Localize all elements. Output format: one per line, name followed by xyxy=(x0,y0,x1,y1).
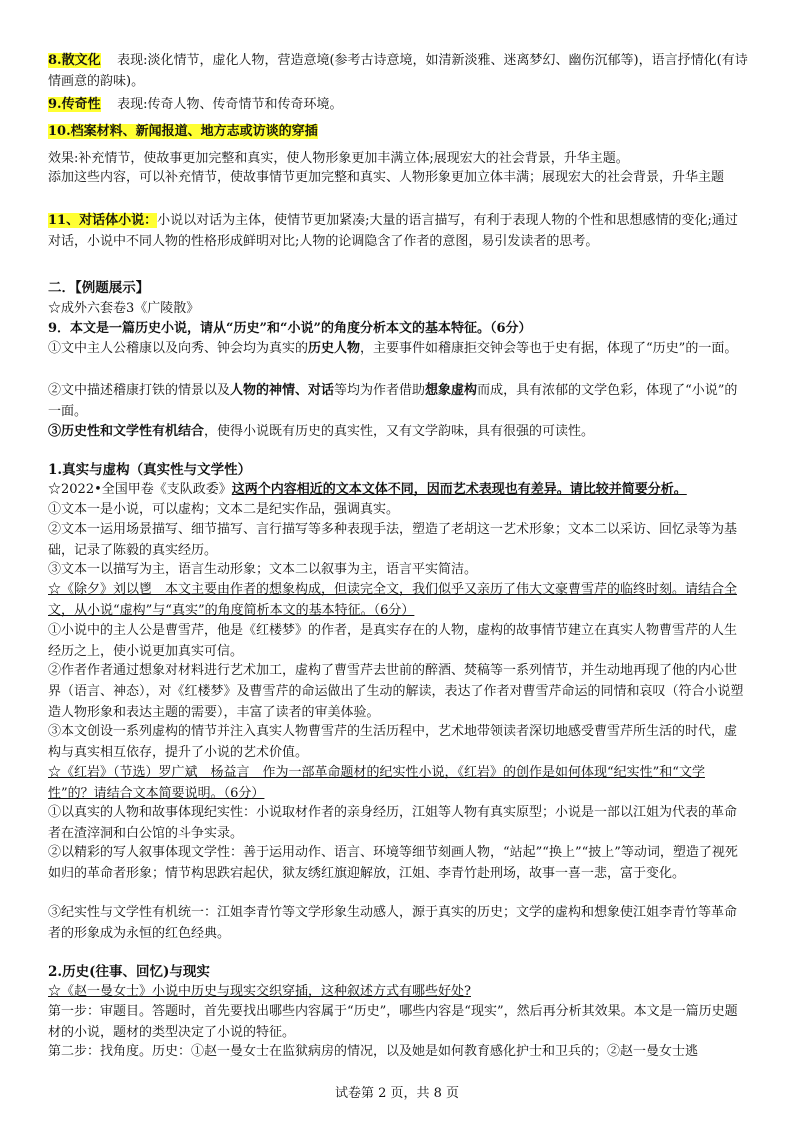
answer-2-mid: 等均为作者借助 xyxy=(334,383,426,398)
page-footer: 试卷第 2 页，共 8 页 xyxy=(334,1086,460,1101)
item-11-text: 小说以对话为主体，使情节更加紧凑;大量的语言描写，有利于表现人物的个性和思想感情的变化;通过对话，小说中不同人物的性格形成鲜明对比;人物的论调隐含了作者的意图，易引发读者的思考。 xyxy=(48,213,738,249)
part1-title: 1.真实与虚构（真实性与文学性） xyxy=(48,462,252,478)
answer-2 xyxy=(48,380,748,422)
answer-3 xyxy=(48,421,748,442)
answer-1-bold: 历史人物 xyxy=(308,341,361,356)
item-10-effect: 效果:补充情节，使故事更加完整和真实，使人物形象更加丰满立体;展现宏大的社会背景，升华主题。 xyxy=(48,151,629,166)
item-9-label: 9.传奇性 xyxy=(48,97,101,112)
question-9: 9．本文是一篇历史小说，请从“历史”和“小说”的角度分析本文的基本特征。（6分） xyxy=(48,321,532,336)
item-10-extra: 添加这些内容，可以补充情节，使故事情节更加完整和真实、人物形象更加立体丰满；展现宏大的社会背景，升华主题 xyxy=(48,170,725,185)
answer-1-pre: ①文中主人公稽康以及向秀、钟会均为真实的 xyxy=(48,341,309,356)
example-source: ☆成外六套卷3《广陵散》 xyxy=(48,301,200,316)
part2-step-1: 第一步：审题目。答题时，首先要找出哪些内容属于“历史”，哪些内容是“现实”，然后再分析其效果。本文是一篇历史题材的小说，题材的类型决定了小说的特征。 xyxy=(48,1004,738,1040)
part1-question-3: ☆《红岩》（节选）罗广斌 杨益言 作为一部革命题材的纪实性小说，《红岩》的创作是如何体现“纪实性”和“文学性”的？请结合文本简要说明。（6分） xyxy=(48,765,705,801)
item-8-label: 8.散文化 xyxy=(48,53,101,68)
answer-1-post: ，主要事件如稽康拒交钟会等也于史有据，体现了“历史”的一面。 xyxy=(360,341,738,356)
item-11-label: 11、对话体小说： xyxy=(48,213,158,228)
part1-question-2: ☆《除夕》刘以鬯 本文主要由作者的想象构成，但读完全文，我们似乎又亲历了伟大文豪曹雪芹的临终时刻。请结合全文，从小说“虚构”与“真实”的角度简析本文的基本特征。（6分） xyxy=(48,582,738,618)
answer-3-post: ，使得小说既有历史的真实性，又有文学韵味，具有很强的可读性。 xyxy=(204,424,595,439)
item-8 xyxy=(48,50,748,92)
part1-n2: ②以精彩的写人叙事体现文学性：善于运用动作、语言、环境等细节刻画人物，“站起”“换上”“披上”等动词，塑造了视死如归的革命者形象；情节构思跌宕起伏，狱友绣红旗迎解放，江姐、李青竹赴刑场，故事一喜一悲，富于变化。 xyxy=(48,845,738,881)
answer-2-post: 而成，具有浓郁的文学色彩，体现了“小说”的一面。 xyxy=(48,383,738,419)
item-9-text: 表现:传奇人物、传奇情节和传奇环境。 xyxy=(117,97,343,112)
part1-question xyxy=(48,479,748,500)
answer-3-bold: ③历史性和文学性有机结合 xyxy=(48,424,205,439)
part1-n3: ③纪实性与文学性有机统一：江姐李青竹等文学形象生动感人，源于真实的历史；文学的虚构和想象使江姐李青竹等革命者的形象成为永恒的红色经典。 xyxy=(48,905,738,941)
item-9 xyxy=(48,94,748,115)
item-11 xyxy=(48,210,748,252)
part1-question-text: 这两个内容相近的文本文体不同，因而艺术表现也有差异。请比较并简要分析。 xyxy=(231,482,687,497)
part1-m3: ③本文创设一系列虚构的情节并注入真实人物曹雪芹的生活历程中，艺术地带领读者深切地感受曹雪芹所生活的时代，虚构与真实相互依存，提升了小说的艺术价值。 xyxy=(48,724,738,760)
part1-line-3: ③文本一以描写为主，语言生动形象；文本二以叙事为主，语言平实简洁。 xyxy=(48,562,478,577)
part1-m2: ②作者作者通过想象对材料进行艺术加工，虚构了曹雪芹去世前的醉酒、焚稿等一系列情节，并生动地再现了他的内心世界（语言、神态），对《红楼梦》及曹雪芹的命运做出了生动的解读，表达了作者对曹雪芹命运的同情和哀叹（符合小说塑造人物形象和表达主题的需要），丰富了读者的审美体验。 xyxy=(48,663,744,720)
answer-2-bold-1: 人物的神情、对话 xyxy=(230,383,335,398)
item-10-label: 10.档案材料、新闻报道、地方志或访谈的穿插 xyxy=(48,124,318,139)
part1-line-1: ①文本一是小说，可以虚构；文本二是纪实作品，强调真实。 xyxy=(48,502,400,517)
part2-title: 2.历史(往事、回忆)与现实 xyxy=(48,964,210,980)
item-8-text: 表现:淡化情节，虚化人物，营造意境(参考古诗意境，如清新淡雅、迷离梦幻、幽伤沉郁等)，语言抒情化(有诗情画意的韵味)。 xyxy=(48,53,748,89)
answer-1 xyxy=(48,338,748,359)
part1-question-source: ☆2022•全国甲卷《支队政委》 xyxy=(48,482,232,497)
part1-m1: ①小说中的主人公是曹雪芹，他是《红楼梦》的作者，是真实存在的人物，虚构的故事情节建立在真实人物曹雪芹的人生经历之上，使小说更加真实可信。 xyxy=(48,623,738,659)
part2-step-2: 第二步：找角度。历史：①赵一曼女士在监狱病房的情况，以及她是如何教育感化护士和卫兵的；②赵一曼女士逃 xyxy=(48,1044,699,1059)
item-10 xyxy=(48,121,748,142)
answer-2-bold-2: 想象虚构 xyxy=(425,383,478,398)
answer-2-pre: ②文中描述稽康打铁的情景以及 xyxy=(48,383,231,398)
part2-question: ☆《赵一曼女士》小说中历史与现实交织穿插，这种叙述方式有哪些好处? xyxy=(48,984,471,999)
part1-line-2: ②文本一运用场景描写、细节描写、言行描写等多种表现手法，塑造了老胡这一艺术形象；文本二以采访、回忆录等为基础，记录了陈毅的真实经历。 xyxy=(48,522,738,558)
part1-n1: ①以真实的人物和故事体现纪实性：小说取材作者的亲身经历，江姐等人物有真实原型；小说是一部以江姐为代表的革命者在渣滓洞和白公馆的斗争实录。 xyxy=(48,805,738,841)
section-title: 二．【例题展示】 xyxy=(48,280,150,296)
